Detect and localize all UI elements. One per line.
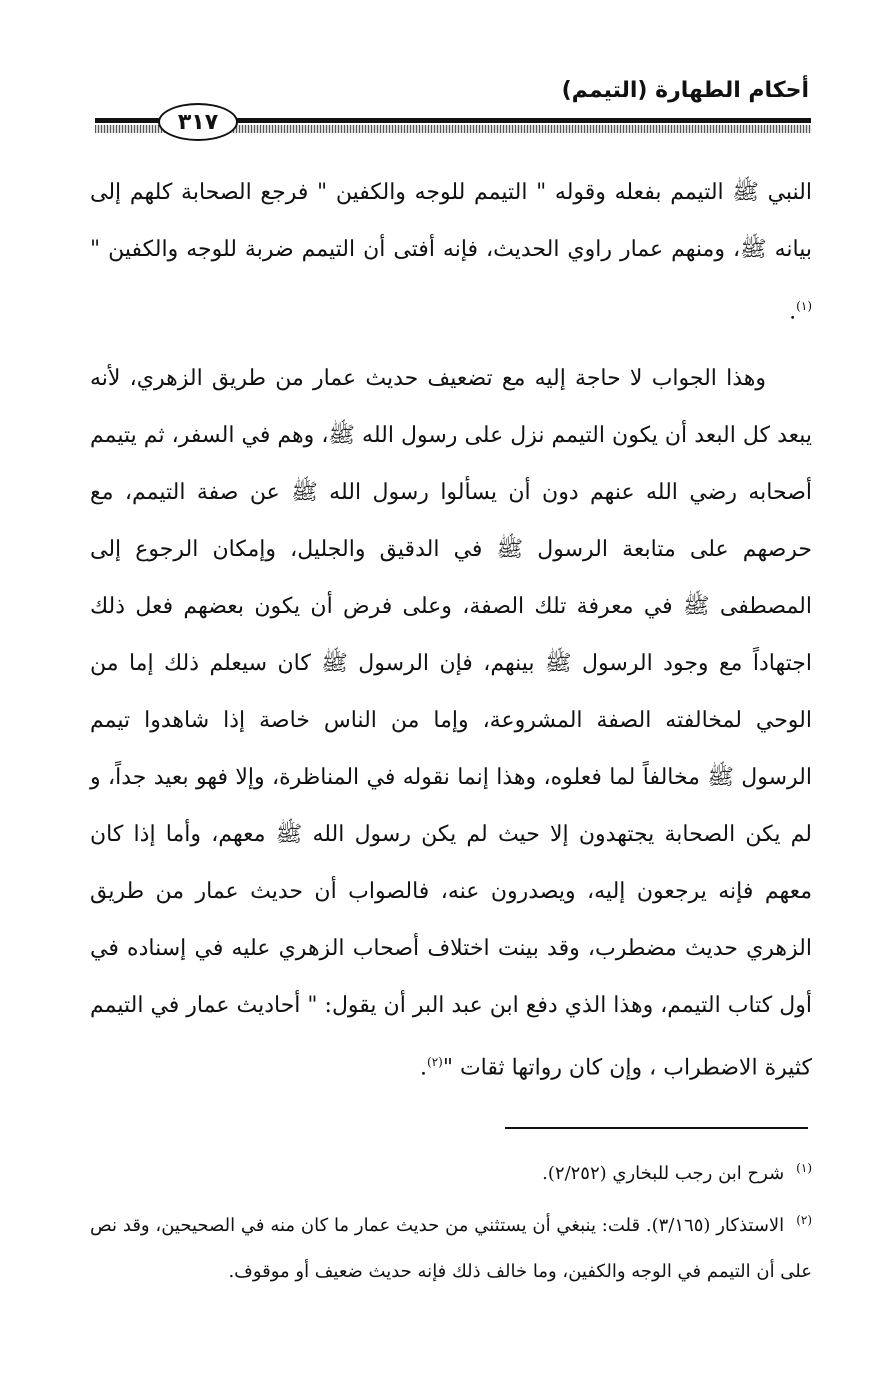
- footnote-1: [90, 1145, 812, 1197]
- footnote-2-text: الاستذكار (٣/١٦٥). قلت: ينبغي أن يستثني من حديث عمار ما كان منه في الصحيحين، وقد نص على أن التيمم في الوجه والكفين، وما خالف ذلك فإنه حديث ضعيف أو موقوف.: [90, 1215, 812, 1282]
- running-title: أحكام الطهارة (التيمم): [561, 78, 809, 103]
- footnotes: [90, 1145, 812, 1295]
- footnote-2: [90, 1197, 812, 1295]
- page-number-text: ٣١٧: [177, 109, 219, 135]
- footnote-2-marker: (٢): [796, 1213, 813, 1227]
- paragraph-2: [90, 350, 812, 1096]
- footnote-1-text: شرح ابن رجب للبخاري (٢/٢٥٢).: [542, 1163, 785, 1184]
- paragraph-1: [90, 164, 812, 340]
- paragraph-1-text: النبي ﷺ التيمم بفعله وقوله " التيمم للوجه والكفين " فرجع الصحابة كلهم إلى بيانه ﷺ، ومنهم عمار راوي الحديث، فإنه أفتى أن التيمم ضربة للوجه والكفين ": [90, 180, 812, 262]
- footnote-ref-2[interactable]: (٢): [427, 1055, 443, 1070]
- paragraph-1-end: .: [789, 299, 797, 325]
- footnote-separator: [505, 1127, 808, 1129]
- paragraph-2-end: .: [420, 1055, 428, 1081]
- footnote-1-marker: (١): [796, 1161, 812, 1175]
- paragraph-2-text: وهذا الجواب لا حاجة إليه مع تضعيف حديث عمار من طريق الزهري، لأنه يبعد كل البعد أن يكون التيمم نزل على رسول الله ﷺ، وهم في السفر، ثم يتيمم أصحابه رضي الله عنهم دون أن يسألوا رسول الله ﷺ عن صفة التيمم، مع حرصهم على متابعة الرسول ﷺ في الدقيق والجليل، وإمكان الرجوع إلى المصطفى ﷺ في معرفة تلك الصفة، وعلى فرض أن يكون بعضهم فعل ذلك اجتهاداً مع وجود الرسول ﷺ بينهم، فإن الرسول ﷺ كان سيعلم ذلك إما من الوحي لمخالفته الصفة المشروعة، وإما من الناس خاصة إذا شاهدوا تيمم الرسول ﷺ مخالفاً لما فعلوه، وهذا إنما نقوله في المناظرة، وإلا فهو بعيد جداً، و لم يكن الصحابة يجتهدون إلا حيث لم يكن رسول الله ﷺ معهم، وأما إذا كان معهم فإنه يرجعون إليه، ويصدرون عنه، فالصواب أن حديث عمار من طريق الزهري حديث مضطرب، وقد بينت اختلاف أصحاب الزهري عليه في إسناده في أول كتاب التيمم، وهذا الذي دفع ابن عبد البر أن يقول: " أحاديث عمار في التيمم كثيرة الاضطراب ، وإن كان رواتها ثقات ": [90, 366, 812, 1081]
- page-number: [158, 103, 238, 141]
- footnote-ref-1[interactable]: (١): [796, 299, 812, 313]
- main-text: [90, 164, 812, 1097]
